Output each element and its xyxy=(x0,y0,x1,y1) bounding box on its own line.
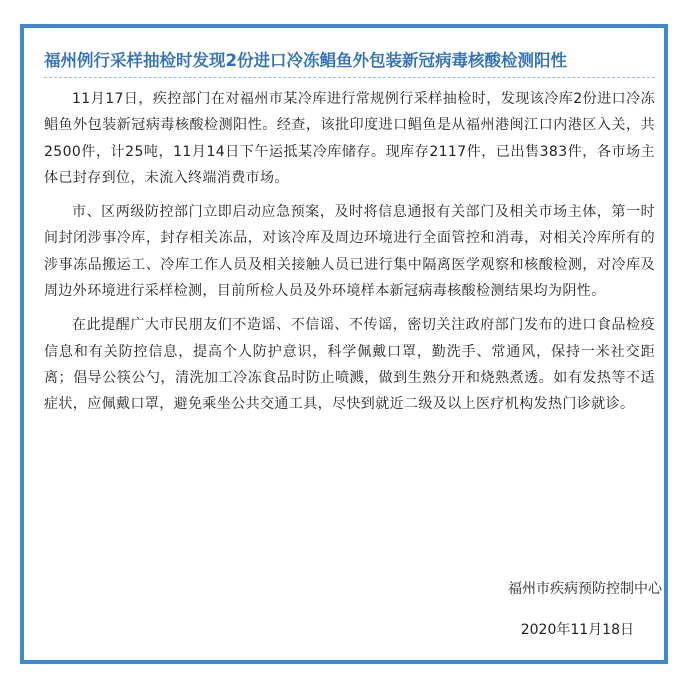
paragraph-1: 11月17日，疾控部门在对福州市某冷库进行常规例行采样抽检时，发现该冷库2份进口冷冻鲳鱼外包装新冠病毒核酸检测阳性。经查，该批印度进口鲳鱼是从福州港闽江口内港区入关，共2500件，计25吨，11月14日下午运抵某冷库储存。现库存2117件，已出售383件，各市场主体已封存到位，未流入终端消费市场。 xyxy=(44,91,655,186)
notice-title: 福州例行采样抽检时发现2份进口冷冻鲳鱼外包装新冠病毒核酸检测阳性 xyxy=(44,51,567,70)
paragraph-3: 在此提醒广大市民朋友们不造谣、不信谣、不传谣，密切关注政府部门发布的进口食品检疫信息和有关防控信息，提高个人防护意识，科学佩戴口罩，勤洗手、常通风，保持一米社交距离；倡导公筷公勺，清洗加工冷冻食品时防止喷溅，做到生熟分开和烧熟煮透。如有发热等不适症状，应佩戴口罩，避免乘坐公共交通工具，尽快到就近二级及以上医疗机构发热门诊就诊。 xyxy=(44,317,655,413)
notice-body xyxy=(44,86,655,426)
title-divider xyxy=(44,77,655,78)
issuer-signature: 福州市疾病预防控制中心 xyxy=(508,581,662,597)
paragraph-2: 市、区两级防控部门立即启动应急预案，及时将信息通报有关部门及相关市场主体，第一时间封闭涉事冷库，封存相关冻品，对该冷库及周边环境进行全面管控和消毒，对相关冷库所有的涉事冻品搬运工、冷库工作人员及相关接触人员已进行集中隔离医学观察和核酸检测，对冷库及周边外环境进行采样检测，目前所检人员及外环境样本新冠病毒核酸检测结果均为阴性。 xyxy=(44,204,655,300)
issue-date: 2020年11月18日 xyxy=(520,622,634,638)
